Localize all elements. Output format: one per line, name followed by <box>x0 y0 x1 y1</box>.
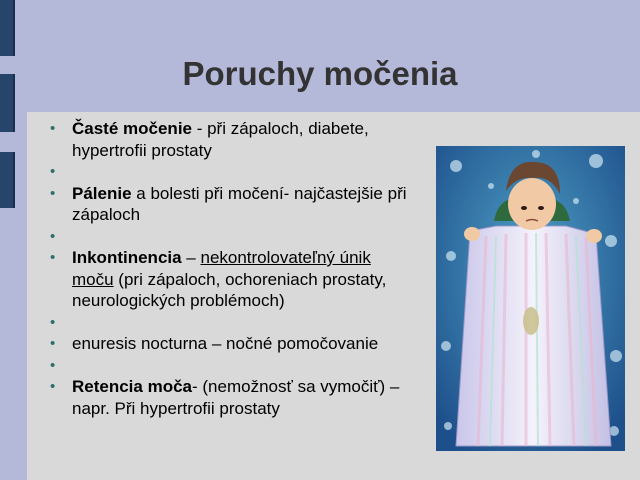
bullet-bold: Časté močenie <box>72 119 192 138</box>
bullet-icon: • <box>50 120 56 137</box>
bullet-icon: • <box>50 378 56 395</box>
bullet-item <box>50 247 410 312</box>
bullet-item <box>50 333 410 355</box>
bullet-icon: • <box>50 335 56 352</box>
slide-title: Poruchy močenia <box>182 55 458 92</box>
bullet-bold: Pálenie <box>72 183 132 203</box>
bullet-icon: • <box>50 356 56 374</box>
bullet-item <box>50 183 410 226</box>
bedwetting-illustration <box>436 146 625 451</box>
bullet-text: – <box>181 248 201 267</box>
side-tab <box>0 152 15 208</box>
bullet-bold: Inkontinencia <box>72 248 182 267</box>
bullet-bold: Retencia moča <box>72 377 192 396</box>
bullet-text: enuresis nocturna – nočné pomočovanie <box>72 334 379 353</box>
bullet-icon: • <box>50 163 56 180</box>
empty-bullet <box>50 161 410 183</box>
empty-bullet <box>50 355 410 377</box>
bullet-icon: • <box>50 313 56 331</box>
bullet-text: (pri zápaloch, ochoreniach prostaty, neurologických problémoch) <box>72 269 387 310</box>
empty-bullet <box>50 312 410 334</box>
bullet-text: - při zápaloch, diabete, hypertrofii prostaty <box>72 119 369 160</box>
bullet-list <box>50 118 410 419</box>
bullet-icon: • <box>50 227 56 245</box>
bullet-text: - (nemožnosť sa vymočiť) – napr. Při hypertrofii prostaty <box>72 377 400 418</box>
bullet-icon: • <box>50 184 56 202</box>
bullet-text: a bolesti při močení- najčastejšie při zápaloch <box>72 183 407 224</box>
bullet-underlined: nekontrolovateľný únik moču <box>72 248 371 289</box>
bullet-item <box>50 376 410 419</box>
empty-bullet <box>50 226 410 248</box>
bullet-icon: • <box>50 249 56 266</box>
bullet-item <box>50 118 410 161</box>
side-tab <box>0 0 15 56</box>
